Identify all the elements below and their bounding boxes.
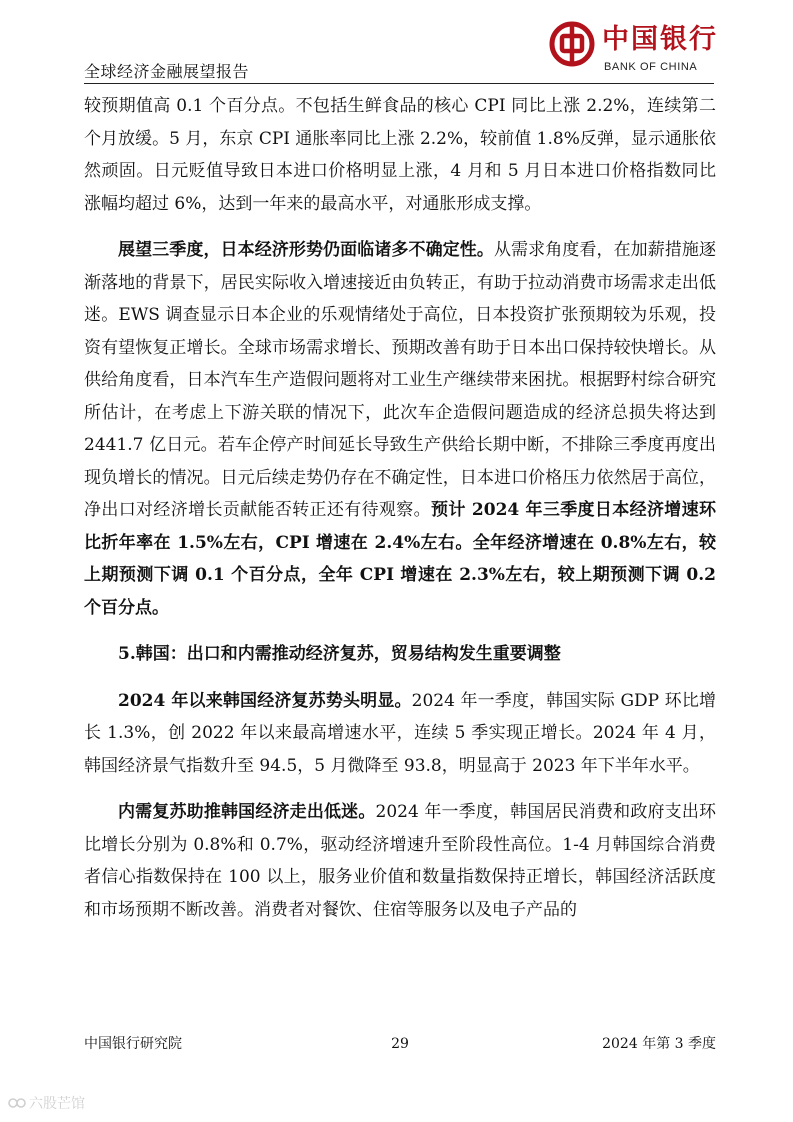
paragraph-japan-inflation: 较预期值高 0.1 个百分点。不包括生鲜食品的核心 CPI 同比上涨 2.2%，连续第二个月放缓。5 月，东京 CPI 通胀率同比上涨 2.2%，较前值 1.8%反弹，显示通胀依然顽固。日元贬值导致日本进口价格明显上涨，4 月和 5 月日本进口价格指数同比涨幅均超过 6%，达到一年来的最高水平，对通胀形成支撑。 <box>84 96 716 214</box>
footer-institution: 中国银行研究院 <box>84 1036 182 1052</box>
paragraph-text: 2024 年一季度，韩国居民消费和政府支出环比增长分别为 0.8%和 0.7%，驱动经济增速升至阶段性高位。1-4 月韩国综合消费者信心指数保持在 100 以上，服务业价值和数量指数保持正增长，韩国经济活跃度和市场预期不断改善。消费者对餐饮、住宿等服务以及电子产品的 <box>84 802 716 920</box>
paragraph-japan-outlook <box>84 234 716 624</box>
page-header <box>0 0 793 90</box>
watermark-logo-icon <box>8 1096 26 1110</box>
watermark <box>8 1094 85 1112</box>
paragraph-lead: 展望三季度，日本经济形势仍面临诸多不确定性。 <box>118 240 494 260</box>
section-heading-korea: 5.韩国：出口和内需推动经济复苏，贸易结构发生重要调整 <box>118 644 561 664</box>
footer-period: 2024 年第 3 季度 <box>602 1036 716 1052</box>
logo-name-en: BANK OF CHINA <box>604 61 698 73</box>
paragraph-korea-domestic-demand <box>84 796 716 926</box>
report-title: 全球经济金融展望报告 <box>84 62 250 81</box>
paragraph-korea-recovery <box>84 685 716 783</box>
paragraph-lead: 内需复苏助推韩国经济走出低迷。 <box>118 802 376 822</box>
page-number: 29 <box>391 1036 409 1052</box>
page-footer <box>84 1034 716 1056</box>
paragraph-text: 2024 年一季度，韩国实际 GDP 环比增长 1.3%，创 2022 年以来最高增速水平，连续 5 季实现正增长。2024 年 4 月，韩国经济景气指数升至 94.5，5 月微降至 93.8，明显高于 2023 年下半年水平。 <box>84 690 717 776</box>
header-divider <box>84 83 714 84</box>
paragraph-lead: 2024 年以来韩国经济复苏势头明显。 <box>118 690 412 711</box>
forecast-summary: 预计 2024 年三季度日本经济增速环比折年率在 1.5%左右，CPI 增速在 2.4%左右。全年经济增速在 0.8%左右，较上期预测下调 0.1 个百分点，全年 CPI 增速在 2.3%左右，较上期预测下调 0.2 个百分点。 <box>84 500 716 618</box>
paragraph-text: 从需求角度看，在加薪措施逐渐落地的背景下，居民实际收入增速接近由负转正，有助于拉动消费市场需求走出低迷。EWS 调查显示日本企业的乐观情绪处于高位，日本投资扩张预期较为乐观，投资有望恢复正增长。全球市场需求增长、预期改善有助于日本出口保持较快增长。从供给角度看，日本汽车生产造假问题将对工业生产继续带来困扰。根据野村综合研究所估计，在考虑上下游关联的情况下，此次车企造假问题造成的经济总损失将达到 2441.7 亿日元。若车企停产时间延长导致生产供给长期中断，不排除三季度再度出现负增长的情况。日元后续走势仍存在不确定性，日本进口价格压力依然居于高位，净出口对经济增长贡献能否转正还有待观察。 <box>84 240 717 520</box>
watermark-text: 六股芒馆 <box>29 1095 85 1111</box>
bank-of-china-logo <box>548 20 718 78</box>
report-body <box>84 90 716 926</box>
bank-emblem-icon <box>548 20 596 68</box>
logo-name-cn: 中国银行 <box>602 24 718 55</box>
